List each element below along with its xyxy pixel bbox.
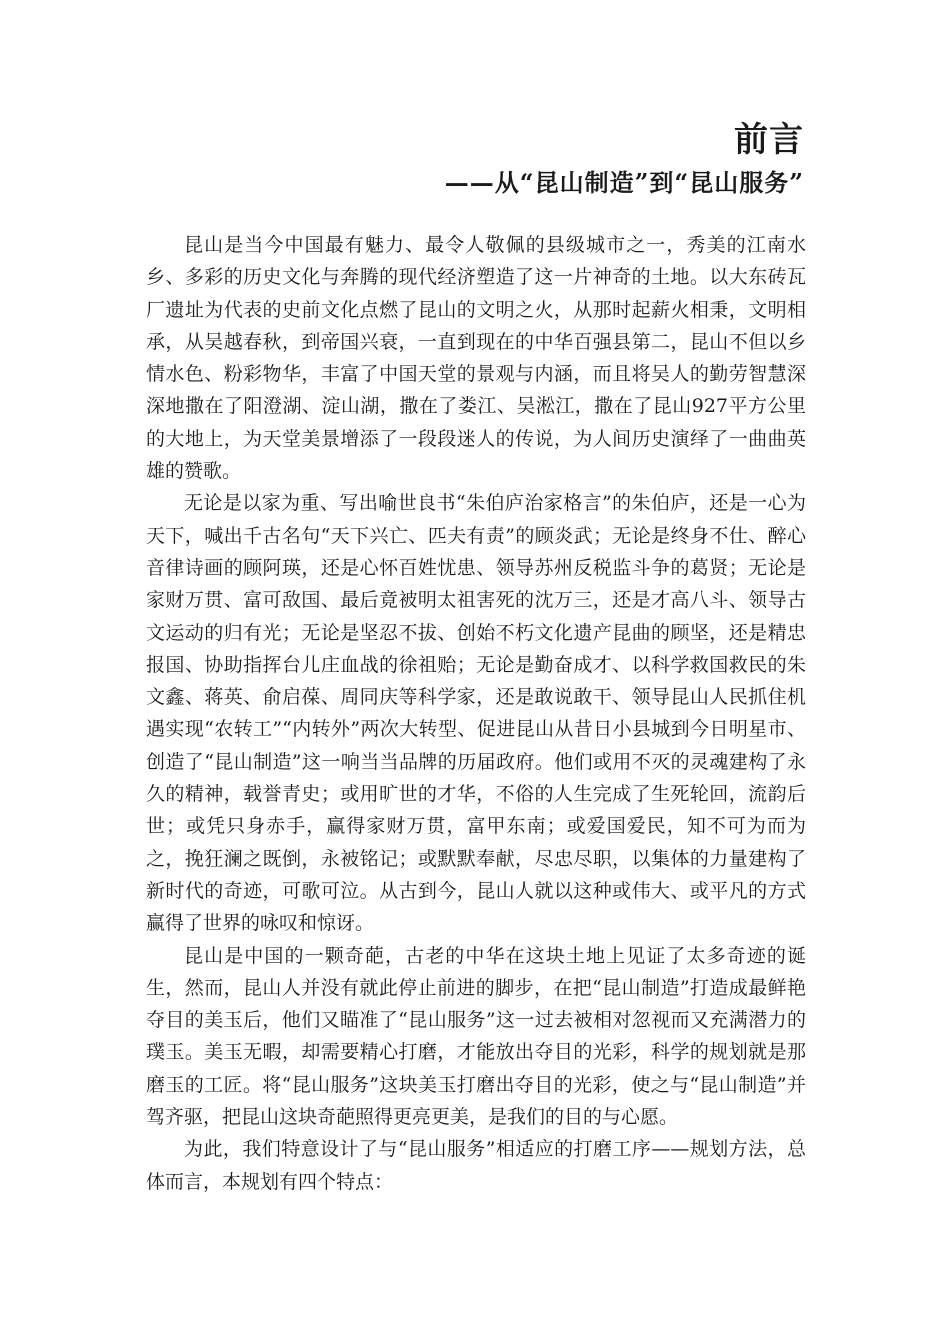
paragraph-2: 无论是以家为重、写出喻世良书“朱伯庐治家格言”的朱伯庐，还是一心为天下，喊出千古名句“天下兴亡、匹夫有责”的顾炎武；无论是终身不仕、醉心音律诗画的顾阿瑛，还是心怀百姓忧患、领导苏州反税监斗争的葛贤；无论是家财万贯、富可敌国、最后竟被明太祖害死的沈万三，还是才高八斗、领导古文运动的归有光；无论是坚忍不拔、创始不朽文化遗产昆曲的顾坚，还是精忠报国、协助指挥台儿庄血战的徐祖贻；无论是勤奋成才、以科学救国救民的朱文鑫、蒋英、俞启葆、周同庆等科学家，还是敢说敢干、领导昆山人民抓住机遇实现“农转工”“内转外”两次大转型、促进昆山从昔日小县城到今日明星市、创造了“昆山制造”这一响当当品牌的历届政府。他们或用不灭的灵魂建构了永久的精神，载誉青史；或用旷世的才华，不俗的人生完成了生死轮回，流韵后世；或凭只身赤手，赢得家财万贯，富甲东南；或爱国爱民，知不可为而为之，挽狂澜之既倒，永被铭记；或默默奉献，尽忠尽职，以集体的力量建构了新时代的奇迹，可歌可泣。从古到今，昆山人就以这种或伟大、或平凡的方式赢得了世界的咏叹和惊讶。: [146, 492, 806, 935]
page-title: 前言: [734, 120, 804, 160]
paragraph-3: 昆山是中国的一颗奇葩，古老的中华在这块土地上见证了太多奇迹的诞生，然而，昆山人并没有就此停止前进的脚步，在把“昆山制造”打造成最鲜艳夺目的美玉后，他们又瞄准了“昆山服务”这一过去被相对忽视而又充满潜力的璞玉。美玉无暇，却需要精心打磨，才能放出夺目的光彩，科学的规划就是那磨玉的工匠。将“昆山服务”这块美玉打磨出夺目的光彩，使之与“昆山制造”并驾齐驱，把昆山这块奇葩照得更亮更美，是我们的目的与心愿。: [146, 944, 806, 1129]
paragraph-4: 为此，我们特意设计了与“昆山服务”相适应的打磨工序——规划方法，总体而言，本规划有四个特点：: [146, 1138, 806, 1193]
page-subtitle: ——从“昆山制造”到“昆山服务”: [444, 168, 804, 197]
document-body: [146, 229, 806, 1198]
paragraph-1: 昆山是当今中国最有魅力、最令人敬佩的县级城市之一，秀美的江南水乡、多彩的历史文化与奔腾的现代经济塑造了这一片神奇的土地。以大东砖瓦厂遗址为代表的史前文化点燃了昆山的文明之火，从那时起薪火相秉，文明相承，从吴越春秋，到帝国兴衰，一直到现在的中华百强县第二，昆山不但以乡情水色、粉彩物华，丰富了中国天堂的景观与内涵，而且将吴人的勤劳智慧深深地撒在了阳澄湖、淀山湖，撒在了娄江、吴淞江，撒在了昆山927平方公里的大地上，为天堂美景增添了一段段迷人的传说，为人间历史演绎了一曲曲英雄的赞歌。: [146, 234, 806, 483]
